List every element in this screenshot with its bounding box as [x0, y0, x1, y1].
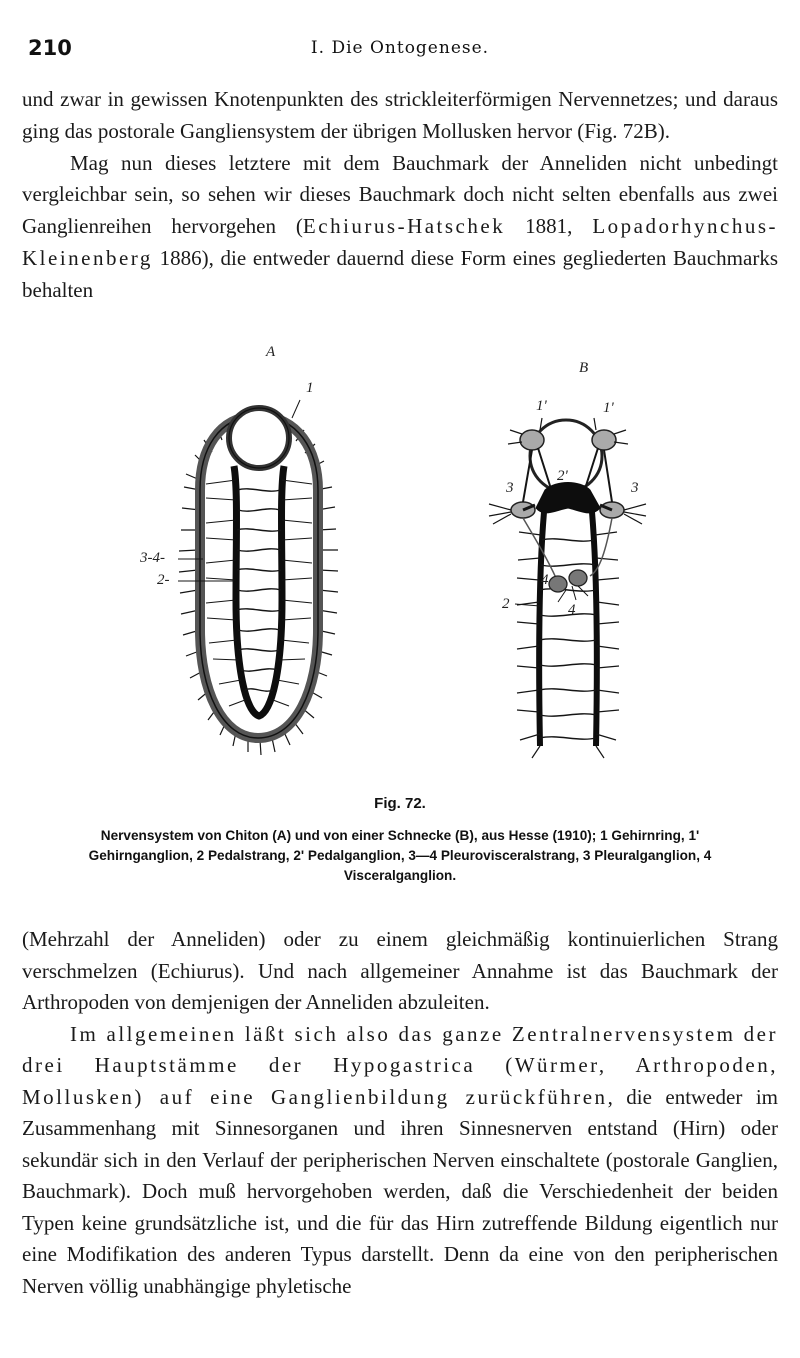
snail-commissures	[540, 539, 596, 739]
text-run: 1881,	[505, 214, 593, 239]
label-b-3-left: 3	[506, 480, 514, 496]
chiton-nervous-system	[178, 400, 338, 755]
text-run: , die entweder im Zusammenhang mit Sinnesorganen und ihren Sinnesnerven entstand (Hirn) oder sekundär sich in den Verlauf der peripherischen Nerven einschaltete (postorale Ganglien, Bauchmark). Doch muß hervorgehoben werden, daß die Verschiedenheit der beiden Typen keine grundsätzliche ist, und die für das Hirn zutreffende Bildung eigentlich nur eine Modifikation des anderen Typus darstellt. Denn da eine von den peripherischen Nerven völlig unabhängige phyletische	[22, 1084, 778, 1298]
label-b-1-left: 1'	[536, 398, 547, 414]
text-run: Mag nun dieses letztere mit dem Bauchmark der Anneliden nicht unbedingt vergleichbar sein, so sehen wir dieses Bauchmark doch nicht selten ebenfalls aus zwei Ganglienreihen hervorgehen (	[22, 150, 778, 239]
text-run: 1886), die entweder dauernd diese Form eines gegliederten Bauchmarks behalten	[22, 245, 778, 302]
figure-caption: Nervensystem von Chiton (A) und von einer Schnecke (B), aus Hesse (1910); 1 Gehirnring, 1' Gehirnganglion, 2 Pedalstrang, 2' Pedalganglion, 3—4 Pleurovisceralstrang, 3 Pleuralganglion, 4 Visceralganglion.	[88, 828, 712, 883]
top-text-block	[22, 84, 778, 307]
chiton-lateral-nerves	[206, 480, 312, 706]
bottom-text-block	[22, 924, 778, 1302]
label-b-4-left: 4	[541, 572, 549, 588]
figure-number: Fig. 72.	[374, 795, 426, 812]
label-a-1: 1	[306, 380, 314, 396]
paragraph-anneliden: (Mehrzahl der Anneliden) oder zu einem gleichmäßig kontinuierlichen Strang verschmelzen (Echiurus). Und nach allgemeiner Annahme ist das Bauchmark der Arthropoden von demjenigen der Anneliden abzuleiten.	[22, 927, 778, 1014]
figure-72	[0, 340, 800, 800]
label-b-2: 2	[502, 596, 510, 612]
label-b-3-right: 3	[631, 480, 639, 496]
paragraph-zentralnervensystem	[22, 1019, 778, 1303]
author-lopadorhynchus-kleinenberg: Lopadorhynchus-Kleinenberg	[22, 214, 778, 270]
page-number: 210	[28, 36, 72, 60]
paragraph-bauchmark	[22, 148, 778, 307]
running-head: I. Die Ontogenese.	[310, 38, 490, 58]
label-a-2: 2-	[157, 572, 170, 588]
label-b-2-prime: 2'	[557, 468, 568, 484]
panel-b-label: B	[579, 360, 589, 376]
label-b-4-right: 4	[568, 602, 576, 618]
author-echiurus-hatschek: Echiurus-Hatschek	[302, 214, 506, 239]
spaced-text-run: Im allgemeinen läßt sich also das ganze Zentralnervensystem der drei Hauptstämme der Hypogastrica (Würmer, Arthropoden, Mollusken) auf eine Ganglienbildung zurückführen	[22, 1021, 778, 1109]
label-b-1-right: 1'	[603, 400, 614, 416]
label-a-3-4: 3-4-	[140, 550, 165, 566]
paragraph-continued: und zwar in gewissen Knotenpunkten des strickleiterförmigen Nervennetzes; und daraus ging das postorale Gangliensystem der übrigen Mollusken hervor (Fig. 72B).	[22, 87, 778, 143]
page-header	[22, 36, 778, 66]
panel-a-label: A	[266, 344, 276, 360]
figure-illustration	[0, 340, 800, 800]
chiton-commissures	[237, 489, 281, 691]
snail-lateral-nerves	[517, 532, 619, 758]
